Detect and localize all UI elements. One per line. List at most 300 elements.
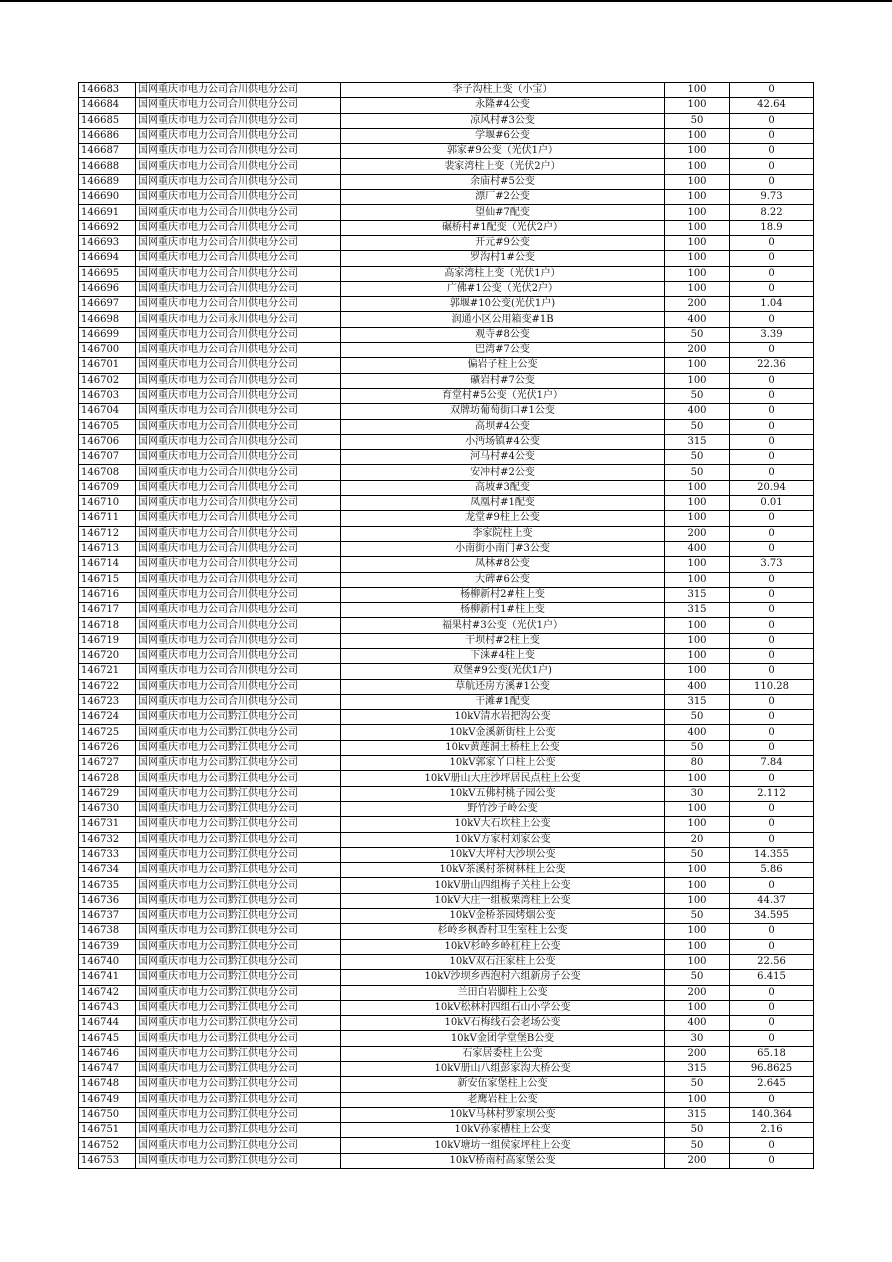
table-row xyxy=(79,786,814,801)
company-cell: 国网重庆市电力公司黔江供电分公司 xyxy=(136,863,341,878)
capacity-cell: 100 xyxy=(665,572,730,587)
capacity-cell: 400 xyxy=(665,1016,730,1031)
row-id-cell: 146749 xyxy=(79,1092,136,1107)
value-cell: 0 xyxy=(730,281,814,296)
row-id-cell: 146746 xyxy=(79,1046,136,1061)
transformer-name-cell: 偏岩子柱上公变 xyxy=(341,358,665,373)
row-id-cell: 146683 xyxy=(79,83,136,98)
row-id-cell: 146709 xyxy=(79,480,136,495)
company-cell: 国网重庆市电力公司合川供电分公司 xyxy=(136,434,341,449)
company-cell: 国网重庆市电力公司合川供电分公司 xyxy=(136,251,341,266)
row-id-cell: 146712 xyxy=(79,526,136,541)
table-row xyxy=(79,557,814,572)
transformer-name-cell: 10kV茶溪村茶树林柱上公变 xyxy=(341,863,665,878)
row-id-cell: 146730 xyxy=(79,801,136,816)
row-id-cell: 146719 xyxy=(79,633,136,648)
company-cell: 国网重庆市电力公司黔江供电分公司 xyxy=(136,817,341,832)
table-row xyxy=(79,832,814,847)
table-row xyxy=(79,113,814,128)
capacity-cell: 100 xyxy=(665,235,730,250)
transformer-name-cell: 10kV塘坊一组侯家坪柱上公变 xyxy=(341,1138,665,1153)
transformer-name-cell: 福果村#3公变（光伏1户） xyxy=(341,618,665,633)
capacity-cell: 50 xyxy=(665,1138,730,1153)
capacity-cell: 100 xyxy=(665,251,730,266)
transformer-name-cell: 望仙#7配变 xyxy=(341,205,665,220)
transformer-name-cell: 10kV方家村刘家公变 xyxy=(341,832,665,847)
row-id-cell: 146710 xyxy=(79,496,136,511)
value-cell: 0 xyxy=(730,832,814,847)
table-row xyxy=(79,694,814,709)
table-row xyxy=(79,312,814,327)
transformer-name-cell: 10kV册山八组彭家沟大桥公变 xyxy=(341,1062,665,1077)
row-id-cell: 146716 xyxy=(79,587,136,602)
transformer-name-cell: 小沔场镇#4公变 xyxy=(341,434,665,449)
capacity-cell: 200 xyxy=(665,1046,730,1061)
row-id-cell: 146723 xyxy=(79,694,136,709)
company-cell: 国网重庆市电力公司合川供电分公司 xyxy=(136,404,341,419)
table-row xyxy=(79,924,814,939)
table-row xyxy=(79,909,814,924)
table-row xyxy=(79,725,814,740)
company-cell: 国网重庆市电力公司合川供电分公司 xyxy=(136,358,341,373)
company-cell: 国网重庆市电力公司黔江供电分公司 xyxy=(136,1031,341,1046)
row-id-cell: 146736 xyxy=(79,893,136,908)
row-id-cell: 146718 xyxy=(79,618,136,633)
value-cell: 0 xyxy=(730,1153,814,1168)
capacity-cell: 315 xyxy=(665,1107,730,1122)
value-cell: 0 xyxy=(730,648,814,663)
transformer-name-cell: 安冲村#2公变 xyxy=(341,465,665,480)
company-cell: 国网重庆市电力公司合川供电分公司 xyxy=(136,190,341,205)
company-cell: 国网重庆市电力公司合川供电分公司 xyxy=(136,235,341,250)
company-cell: 国网重庆市电力公司黔江供电分公司 xyxy=(136,985,341,1000)
transformer-name-cell: 草航还房方溪#1公变 xyxy=(341,679,665,694)
row-id-cell: 146728 xyxy=(79,771,136,786)
company-cell: 国网重庆市电力公司黔江供电分公司 xyxy=(136,740,341,755)
value-cell: 0 xyxy=(730,465,814,480)
row-id-cell: 146687 xyxy=(79,144,136,159)
company-cell: 国网重庆市电力公司黔江供电分公司 xyxy=(136,939,341,954)
value-cell: 65.18 xyxy=(730,1046,814,1061)
value-cell: 34.595 xyxy=(730,909,814,924)
row-id-cell: 146714 xyxy=(79,557,136,572)
row-id-cell: 146711 xyxy=(79,511,136,526)
row-id-cell: 146720 xyxy=(79,648,136,663)
table-row xyxy=(79,1031,814,1046)
value-cell: 0 xyxy=(730,771,814,786)
capacity-cell: 100 xyxy=(665,144,730,159)
table-row xyxy=(79,98,814,113)
table-row xyxy=(79,235,814,250)
table-row xyxy=(79,970,814,985)
row-id-cell: 146702 xyxy=(79,373,136,388)
transformer-name-cell: 凤林#8公变 xyxy=(341,557,665,572)
value-cell: 0 xyxy=(730,633,814,648)
row-id-cell: 146693 xyxy=(79,235,136,250)
table-row xyxy=(79,251,814,266)
value-cell: 96.8625 xyxy=(730,1062,814,1077)
table-row xyxy=(79,1092,814,1107)
company-cell: 国网重庆市电力公司黔江供电分公司 xyxy=(136,909,341,924)
company-cell: 国网重庆市电力公司合川供电分公司 xyxy=(136,664,341,679)
transformer-name-cell: 广佛#1公变（光伏2户） xyxy=(341,281,665,296)
value-cell: 8.22 xyxy=(730,205,814,220)
row-id-cell: 146750 xyxy=(79,1107,136,1122)
company-cell: 国网重庆市电力公司合川供电分公司 xyxy=(136,159,341,174)
company-cell: 国网重庆市电力公司黔江供电分公司 xyxy=(136,1153,341,1168)
table-row xyxy=(79,1062,814,1077)
table-row xyxy=(79,572,814,587)
row-id-cell: 146729 xyxy=(79,786,136,801)
value-cell: 0 xyxy=(730,251,814,266)
transformer-name-cell: 10kV马林村罗家坝公变 xyxy=(341,1107,665,1122)
row-id-cell: 146705 xyxy=(79,419,136,434)
transformer-name-cell: 双堡#9公变(光伏1户) xyxy=(341,664,665,679)
row-id-cell: 146707 xyxy=(79,450,136,465)
table-row xyxy=(79,710,814,725)
company-cell: 国网重庆市电力公司黔江供电分公司 xyxy=(136,878,341,893)
company-cell: 国网重庆市电力公司合川供电分公司 xyxy=(136,220,341,235)
transformer-name-cell: 10kV桥南村高家堡公变 xyxy=(341,1153,665,1168)
table-row xyxy=(79,1123,814,1138)
company-cell: 国网重庆市电力公司黔江供电分公司 xyxy=(136,832,341,847)
value-cell: 2.112 xyxy=(730,786,814,801)
capacity-cell: 315 xyxy=(665,1062,730,1077)
transformer-name-cell: 10kV杉岭乡岭杠柱上公变 xyxy=(341,939,665,954)
company-cell: 国网重庆市电力公司合川供电分公司 xyxy=(136,373,341,388)
value-cell: 0 xyxy=(730,740,814,755)
company-cell: 国网重庆市电力公司黔江供电分公司 xyxy=(136,786,341,801)
value-cell: 0 xyxy=(730,511,814,526)
row-id-cell: 146732 xyxy=(79,832,136,847)
capacity-cell: 20 xyxy=(665,832,730,847)
company-cell: 国网重庆市电力公司合川供电分公司 xyxy=(136,113,341,128)
company-cell: 国网重庆市电力公司合川供电分公司 xyxy=(136,694,341,709)
value-cell: 0 xyxy=(730,694,814,709)
company-cell: 国网重庆市电力公司合川供电分公司 xyxy=(136,281,341,296)
value-cell: 140.364 xyxy=(730,1107,814,1122)
value-cell: 5.86 xyxy=(730,863,814,878)
capacity-cell: 50 xyxy=(665,909,730,924)
row-id-cell: 146744 xyxy=(79,1016,136,1031)
table-row xyxy=(79,939,814,954)
company-cell: 国网重庆市电力公司黔江供电分公司 xyxy=(136,1092,341,1107)
value-cell: 0 xyxy=(730,83,814,98)
transformer-name-cell: 巴湾#7公变 xyxy=(341,343,665,358)
company-cell: 国网重庆市电力公司合川供电分公司 xyxy=(136,511,341,526)
capacity-cell: 100 xyxy=(665,633,730,648)
table-row xyxy=(79,220,814,235)
transformer-name-cell: 礦岩村#7公变 xyxy=(341,373,665,388)
capacity-cell: 100 xyxy=(665,664,730,679)
transformer-name-cell: 大碑#6公变 xyxy=(341,572,665,587)
capacity-cell: 100 xyxy=(665,801,730,816)
table-row xyxy=(79,587,814,602)
value-cell: 2.16 xyxy=(730,1123,814,1138)
row-id-cell: 146715 xyxy=(79,572,136,587)
row-id-cell: 146727 xyxy=(79,756,136,771)
capacity-cell: 50 xyxy=(665,419,730,434)
table-row xyxy=(79,526,814,541)
value-cell: 0 xyxy=(730,801,814,816)
company-cell: 国网重庆市电力公司合川供电分公司 xyxy=(136,297,341,312)
table-row xyxy=(79,511,814,526)
table-row xyxy=(79,190,814,205)
transformer-name-cell: 10kV五佛村桃子园公变 xyxy=(341,786,665,801)
capacity-cell: 100 xyxy=(665,954,730,969)
value-cell: 0.01 xyxy=(730,496,814,511)
capacity-cell: 50 xyxy=(665,388,730,403)
table-row xyxy=(79,878,814,893)
table-row xyxy=(79,893,814,908)
value-cell: 0 xyxy=(730,526,814,541)
value-cell: 0 xyxy=(730,144,814,159)
value-cell: 0 xyxy=(730,388,814,403)
company-cell: 国网重庆市电力公司黔江供电分公司 xyxy=(136,1016,341,1031)
value-cell: 0 xyxy=(730,618,814,633)
capacity-cell: 50 xyxy=(665,740,730,755)
capacity-cell: 100 xyxy=(665,557,730,572)
transformer-name-cell: 10kV册山大庄沙坪居民点柱上公变 xyxy=(341,771,665,786)
transformer-name-cell: 罗沟村1#公变 xyxy=(341,251,665,266)
row-id-cell: 146684 xyxy=(79,98,136,113)
capacity-cell: 30 xyxy=(665,1031,730,1046)
capacity-cell: 100 xyxy=(665,1000,730,1015)
table-row xyxy=(79,174,814,189)
value-cell: 3.39 xyxy=(730,327,814,342)
value-cell: 0 xyxy=(730,1000,814,1015)
table-row xyxy=(79,1000,814,1015)
value-cell: 0 xyxy=(730,817,814,832)
row-id-cell: 146738 xyxy=(79,924,136,939)
row-id-cell: 146725 xyxy=(79,725,136,740)
row-id-cell: 146740 xyxy=(79,954,136,969)
row-id-cell: 146734 xyxy=(79,863,136,878)
transformer-name-cell: 郭堰#10公变(光伏1户) xyxy=(341,297,665,312)
row-id-cell: 146722 xyxy=(79,679,136,694)
transformer-name-cell: 杨柳新村2#柱上变 xyxy=(341,587,665,602)
row-id-cell: 146735 xyxy=(79,878,136,893)
capacity-cell: 50 xyxy=(665,847,730,862)
company-cell: 国网重庆市电力公司合川供电分公司 xyxy=(136,465,341,480)
transformer-name-cell: 河马村#4公变 xyxy=(341,450,665,465)
row-id-cell: 146695 xyxy=(79,266,136,281)
capacity-cell: 80 xyxy=(665,756,730,771)
transformer-name-cell: 10kv黄莲洞土桥柱上公变 xyxy=(341,740,665,755)
value-cell: 0 xyxy=(730,174,814,189)
capacity-cell: 100 xyxy=(665,128,730,143)
transformer-name-cell: 10kV金团学堂堡B公变 xyxy=(341,1031,665,1046)
transformer-name-cell: 龙堂#9柱上公变 xyxy=(341,511,665,526)
company-cell: 国网重庆市电力公司黔江供电分公司 xyxy=(136,847,341,862)
capacity-cell: 100 xyxy=(665,618,730,633)
transformer-name-cell: 碾桥村#1配变（光伏2户） xyxy=(341,220,665,235)
capacity-cell: 400 xyxy=(665,725,730,740)
transformer-name-cell: 10kV大坪村大沙坝公变 xyxy=(341,847,665,862)
capacity-cell: 100 xyxy=(665,159,730,174)
row-id-cell: 146751 xyxy=(79,1123,136,1138)
company-cell: 国网重庆市电力公司合川供电分公司 xyxy=(136,266,341,281)
company-cell: 国网重庆市电力公司合川供电分公司 xyxy=(136,205,341,220)
table-row xyxy=(79,679,814,694)
row-id-cell: 146685 xyxy=(79,113,136,128)
transformer-name-cell: 高坡#3配变 xyxy=(341,480,665,495)
value-cell: 0 xyxy=(730,1016,814,1031)
row-id-cell: 146692 xyxy=(79,220,136,235)
transformer-name-cell: 育堂村#5公变（光伏1户） xyxy=(341,388,665,403)
value-cell: 3.73 xyxy=(730,557,814,572)
capacity-cell: 50 xyxy=(665,450,730,465)
table-row xyxy=(79,954,814,969)
table-row xyxy=(79,1153,814,1168)
value-cell: 0 xyxy=(730,419,814,434)
company-cell: 国网重庆市电力公司黔江供电分公司 xyxy=(136,1000,341,1015)
value-cell: 0 xyxy=(730,159,814,174)
capacity-cell: 100 xyxy=(665,771,730,786)
value-cell: 6.415 xyxy=(730,970,814,985)
row-id-cell: 146743 xyxy=(79,1000,136,1015)
value-cell: 42.64 xyxy=(730,98,814,113)
capacity-cell: 100 xyxy=(665,174,730,189)
capacity-cell: 100 xyxy=(665,863,730,878)
row-id-cell: 146698 xyxy=(79,312,136,327)
company-cell: 国网重庆市电力公司合川供电分公司 xyxy=(136,144,341,159)
table-row xyxy=(79,159,814,174)
table-row xyxy=(79,618,814,633)
capacity-cell: 50 xyxy=(665,710,730,725)
transformer-name-cell: 10kV金溪新街柱上公变 xyxy=(341,725,665,740)
company-cell: 国网重庆市电力公司黔江供电分公司 xyxy=(136,954,341,969)
company-cell: 国网重庆市电力公司合川供电分公司 xyxy=(136,526,341,541)
value-cell: 0 xyxy=(730,587,814,602)
transformer-name-cell: 10kV大石坎柱上公变 xyxy=(341,817,665,832)
transformer-name-cell: 开元#9公变 xyxy=(341,235,665,250)
company-cell: 国网重庆市电力公司合川供电分公司 xyxy=(136,648,341,663)
transformer-name-cell: 高家湾柱上变（光伏1户） xyxy=(341,266,665,281)
capacity-cell: 315 xyxy=(665,587,730,602)
table-row xyxy=(79,863,814,878)
company-cell: 国网重庆市电力公司合川供电分公司 xyxy=(136,174,341,189)
value-cell: 44.37 xyxy=(730,893,814,908)
company-cell: 国网重庆市电力公司黔江供电分公司 xyxy=(136,725,341,740)
transformer-name-cell: 观寺#8公变 xyxy=(341,327,665,342)
table-row xyxy=(79,756,814,771)
value-cell: 0 xyxy=(730,1031,814,1046)
capacity-cell: 100 xyxy=(665,83,730,98)
transformer-name-cell: 10kV石梅线石会老场公变 xyxy=(341,1016,665,1031)
row-id-cell: 146704 xyxy=(79,404,136,419)
capacity-cell: 200 xyxy=(665,1153,730,1168)
value-cell: 20.94 xyxy=(730,480,814,495)
value-cell: 0 xyxy=(730,572,814,587)
transformer-table xyxy=(78,82,814,1169)
table-row xyxy=(79,480,814,495)
value-cell: 9.73 xyxy=(730,190,814,205)
table-row xyxy=(79,404,814,419)
transformer-name-cell: 凉风村#3公变 xyxy=(341,113,665,128)
value-cell: 0 xyxy=(730,434,814,449)
row-id-cell: 146686 xyxy=(79,128,136,143)
value-cell: 0 xyxy=(730,541,814,556)
value-cell: 22.36 xyxy=(730,358,814,373)
value-cell: 0 xyxy=(730,1138,814,1153)
company-cell: 国网重庆市电力公司合川供电分公司 xyxy=(136,557,341,572)
capacity-cell: 100 xyxy=(665,220,730,235)
table-row xyxy=(79,817,814,832)
capacity-cell: 100 xyxy=(665,266,730,281)
transformer-name-cell: 兰田白岩脚柱上公变 xyxy=(341,985,665,1000)
transformer-name-cell: 李子沟柱上变（小宝） xyxy=(341,83,665,98)
table-row xyxy=(79,281,814,296)
company-cell: 国网重庆市电力公司黔江供电分公司 xyxy=(136,756,341,771)
capacity-cell: 100 xyxy=(665,817,730,832)
capacity-cell: 100 xyxy=(665,893,730,908)
capacity-cell: 100 xyxy=(665,924,730,939)
row-id-cell: 146747 xyxy=(79,1062,136,1077)
table-row xyxy=(79,450,814,465)
company-cell: 国网重庆市电力公司合川供电分公司 xyxy=(136,327,341,342)
company-cell: 国网重庆市电力公司合川供电分公司 xyxy=(136,343,341,358)
value-cell: 0 xyxy=(730,710,814,725)
table-row xyxy=(79,83,814,98)
company-cell: 国网重庆市电力公司合川供电分公司 xyxy=(136,541,341,556)
capacity-cell: 100 xyxy=(665,358,730,373)
table-row xyxy=(79,419,814,434)
table-row xyxy=(79,985,814,1000)
capacity-cell: 200 xyxy=(665,343,730,358)
capacity-cell: 50 xyxy=(665,1123,730,1138)
transformer-name-cell: 干坝村#2柱上变 xyxy=(341,633,665,648)
transformer-name-cell: 润通小区公用箱变#1B xyxy=(341,312,665,327)
company-cell: 国网重庆市电力公司永川供电分公司 xyxy=(136,312,341,327)
table-row xyxy=(79,1046,814,1061)
company-cell: 国网重庆市电力公司合川供电分公司 xyxy=(136,128,341,143)
row-id-cell: 146752 xyxy=(79,1138,136,1153)
table-row xyxy=(79,266,814,281)
table-row xyxy=(79,1138,814,1153)
value-cell: 0 xyxy=(730,343,814,358)
transformer-name-cell: 10kV沙坝乡西泡村六组新房子公变 xyxy=(341,970,665,985)
company-cell: 国网重庆市电力公司黔江供电分公司 xyxy=(136,771,341,786)
capacity-cell: 100 xyxy=(665,496,730,511)
company-cell: 国网重庆市电力公司合川供电分公司 xyxy=(136,633,341,648)
value-cell: 0 xyxy=(730,603,814,618)
table-row xyxy=(79,343,814,358)
capacity-cell: 50 xyxy=(665,113,730,128)
transformer-name-cell: 10kV双石汪家柱上公变 xyxy=(341,954,665,969)
capacity-cell: 50 xyxy=(665,327,730,342)
company-cell: 国网重庆市电力公司合川供电分公司 xyxy=(136,480,341,495)
transformer-name-cell: 余庙村#5公变 xyxy=(341,174,665,189)
company-cell: 国网重庆市电力公司黔江供电分公司 xyxy=(136,1107,341,1122)
transformer-name-cell: 小南街小南门#3公变 xyxy=(341,541,665,556)
row-id-cell: 146742 xyxy=(79,985,136,1000)
transformer-name-cell: 永隆#4公变 xyxy=(341,98,665,113)
row-id-cell: 146717 xyxy=(79,603,136,618)
transformer-name-cell: 凤凰村#1配变 xyxy=(341,496,665,511)
table-row xyxy=(79,664,814,679)
company-cell: 国网重庆市电力公司合川供电分公司 xyxy=(136,587,341,602)
capacity-cell: 100 xyxy=(665,373,730,388)
value-cell: 0 xyxy=(730,725,814,740)
transformer-name-cell: 野竹沙子岭公变 xyxy=(341,801,665,816)
table-row xyxy=(79,771,814,786)
row-id-cell: 146708 xyxy=(79,465,136,480)
capacity-cell: 100 xyxy=(665,939,730,954)
value-cell: 1.04 xyxy=(730,297,814,312)
company-cell: 国网重庆市电力公司合川供电分公司 xyxy=(136,83,341,98)
capacity-cell: 200 xyxy=(665,297,730,312)
